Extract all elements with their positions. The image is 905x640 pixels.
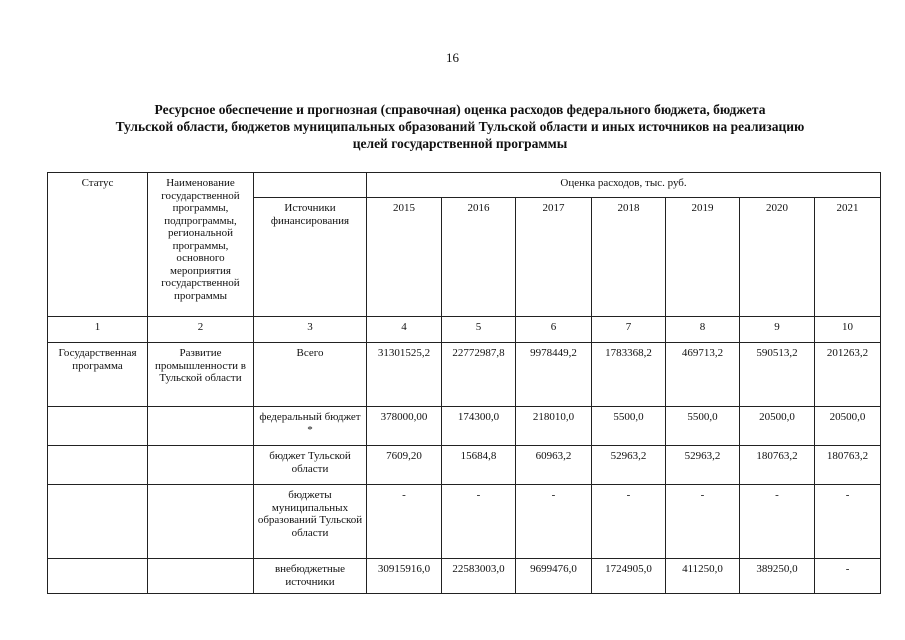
value-cell: 1724905,0 <box>592 559 666 594</box>
value-cell: - <box>592 485 666 559</box>
header-estimate: Оценка расходов, тыс. руб. <box>367 173 881 198</box>
header-year: 2017 <box>516 198 592 317</box>
value-cell: 60963,2 <box>516 446 592 485</box>
value-cell: 20500,0 <box>740 407 815 446</box>
value-cell: - <box>740 485 815 559</box>
column-number-row <box>48 317 881 343</box>
title-line-2: Тульской области, бюджетов муниципальных образований Тульской области и иных источников на реализацию <box>115 119 805 134</box>
value-cell: 180763,2 <box>815 446 881 485</box>
value-cell: 9699476,0 <box>516 559 592 594</box>
document-title <box>60 101 860 152</box>
column-number: 6 <box>516 317 592 343</box>
value-cell: 389250,0 <box>740 559 815 594</box>
column-number: 1 <box>48 317 148 343</box>
value-cell: 201263,2 <box>815 343 881 407</box>
value-cell: 378000,00 <box>367 407 442 446</box>
status-cell: Государственная программа <box>48 343 148 407</box>
value-cell: - <box>442 485 516 559</box>
value-cell: 411250,0 <box>666 559 740 594</box>
table-row <box>48 407 881 446</box>
table-row <box>48 446 881 485</box>
column-number: 8 <box>666 317 740 343</box>
value-cell: 52963,2 <box>666 446 740 485</box>
source-cell: Всего <box>254 343 367 407</box>
name-cell <box>148 446 254 485</box>
header-year: 2018 <box>592 198 666 317</box>
header-empty <box>254 173 367 198</box>
header-year: 2015 <box>367 198 442 317</box>
status-cell <box>48 446 148 485</box>
value-cell: 1783368,2 <box>592 343 666 407</box>
value-cell: 20500,0 <box>815 407 881 446</box>
header-sources: Источники финансирования <box>254 198 367 317</box>
value-cell: 9978449,2 <box>516 343 592 407</box>
budget-table <box>47 172 881 594</box>
name-cell <box>148 485 254 559</box>
source-cell: внебюджетные источники <box>254 559 367 594</box>
value-cell: 30915916,0 <box>367 559 442 594</box>
value-cell: 5500,0 <box>592 407 666 446</box>
value-cell: - <box>815 485 881 559</box>
table-row <box>48 343 881 407</box>
header-year: 2021 <box>815 198 881 317</box>
value-cell: - <box>666 485 740 559</box>
value-cell: 31301525,2 <box>367 343 442 407</box>
value-cell: - <box>815 559 881 594</box>
value-cell: 218010,0 <box>516 407 592 446</box>
value-cell: 22772987,8 <box>442 343 516 407</box>
page-number: 16 <box>446 50 459 65</box>
value-cell: 15684,8 <box>442 446 516 485</box>
table-row <box>48 559 881 594</box>
status-cell <box>48 559 148 594</box>
header-name: Наименование государственной программы, подпрограммы, региональной программы, основного мероприятия государственной программы <box>148 173 254 317</box>
name-cell: Развитие промышленности в Тульской области <box>148 343 254 407</box>
column-number: 10 <box>815 317 881 343</box>
value-cell: - <box>367 485 442 559</box>
value-cell: 469713,2 <box>666 343 740 407</box>
column-number: 9 <box>740 317 815 343</box>
value-cell: 174300,0 <box>442 407 516 446</box>
header-year: 2020 <box>740 198 815 317</box>
name-cell <box>148 407 254 446</box>
status-cell <box>48 407 148 446</box>
title-line-1: Ресурсное обеспечение и прогнозная (справочная) оценка расходов федерального бюджета, бюджета <box>154 102 766 117</box>
value-cell: 52963,2 <box>592 446 666 485</box>
source-cell: бюджеты муниципальных образований Тульской области <box>254 485 367 559</box>
header-year: 2016 <box>442 198 516 317</box>
column-number: 7 <box>592 317 666 343</box>
value-cell: 7609,20 <box>367 446 442 485</box>
column-number: 5 <box>442 317 516 343</box>
value-cell: 180763,2 <box>740 446 815 485</box>
column-number: 4 <box>367 317 442 343</box>
column-number: 2 <box>148 317 254 343</box>
value-cell: 5500,0 <box>666 407 740 446</box>
value-cell: 590513,2 <box>740 343 815 407</box>
table-row <box>48 485 881 559</box>
name-cell <box>148 559 254 594</box>
status-cell <box>48 485 148 559</box>
header-year: 2019 <box>666 198 740 317</box>
header-row <box>48 173 881 198</box>
column-number: 3 <box>254 317 367 343</box>
title-line-3: целей государственной программы <box>352 136 568 151</box>
source-cell: бюджет Тульской области <box>254 446 367 485</box>
header-status: Статус <box>48 173 148 317</box>
source-cell: федеральный бюджет * <box>254 407 367 446</box>
value-cell: 22583003,0 <box>442 559 516 594</box>
value-cell: - <box>516 485 592 559</box>
